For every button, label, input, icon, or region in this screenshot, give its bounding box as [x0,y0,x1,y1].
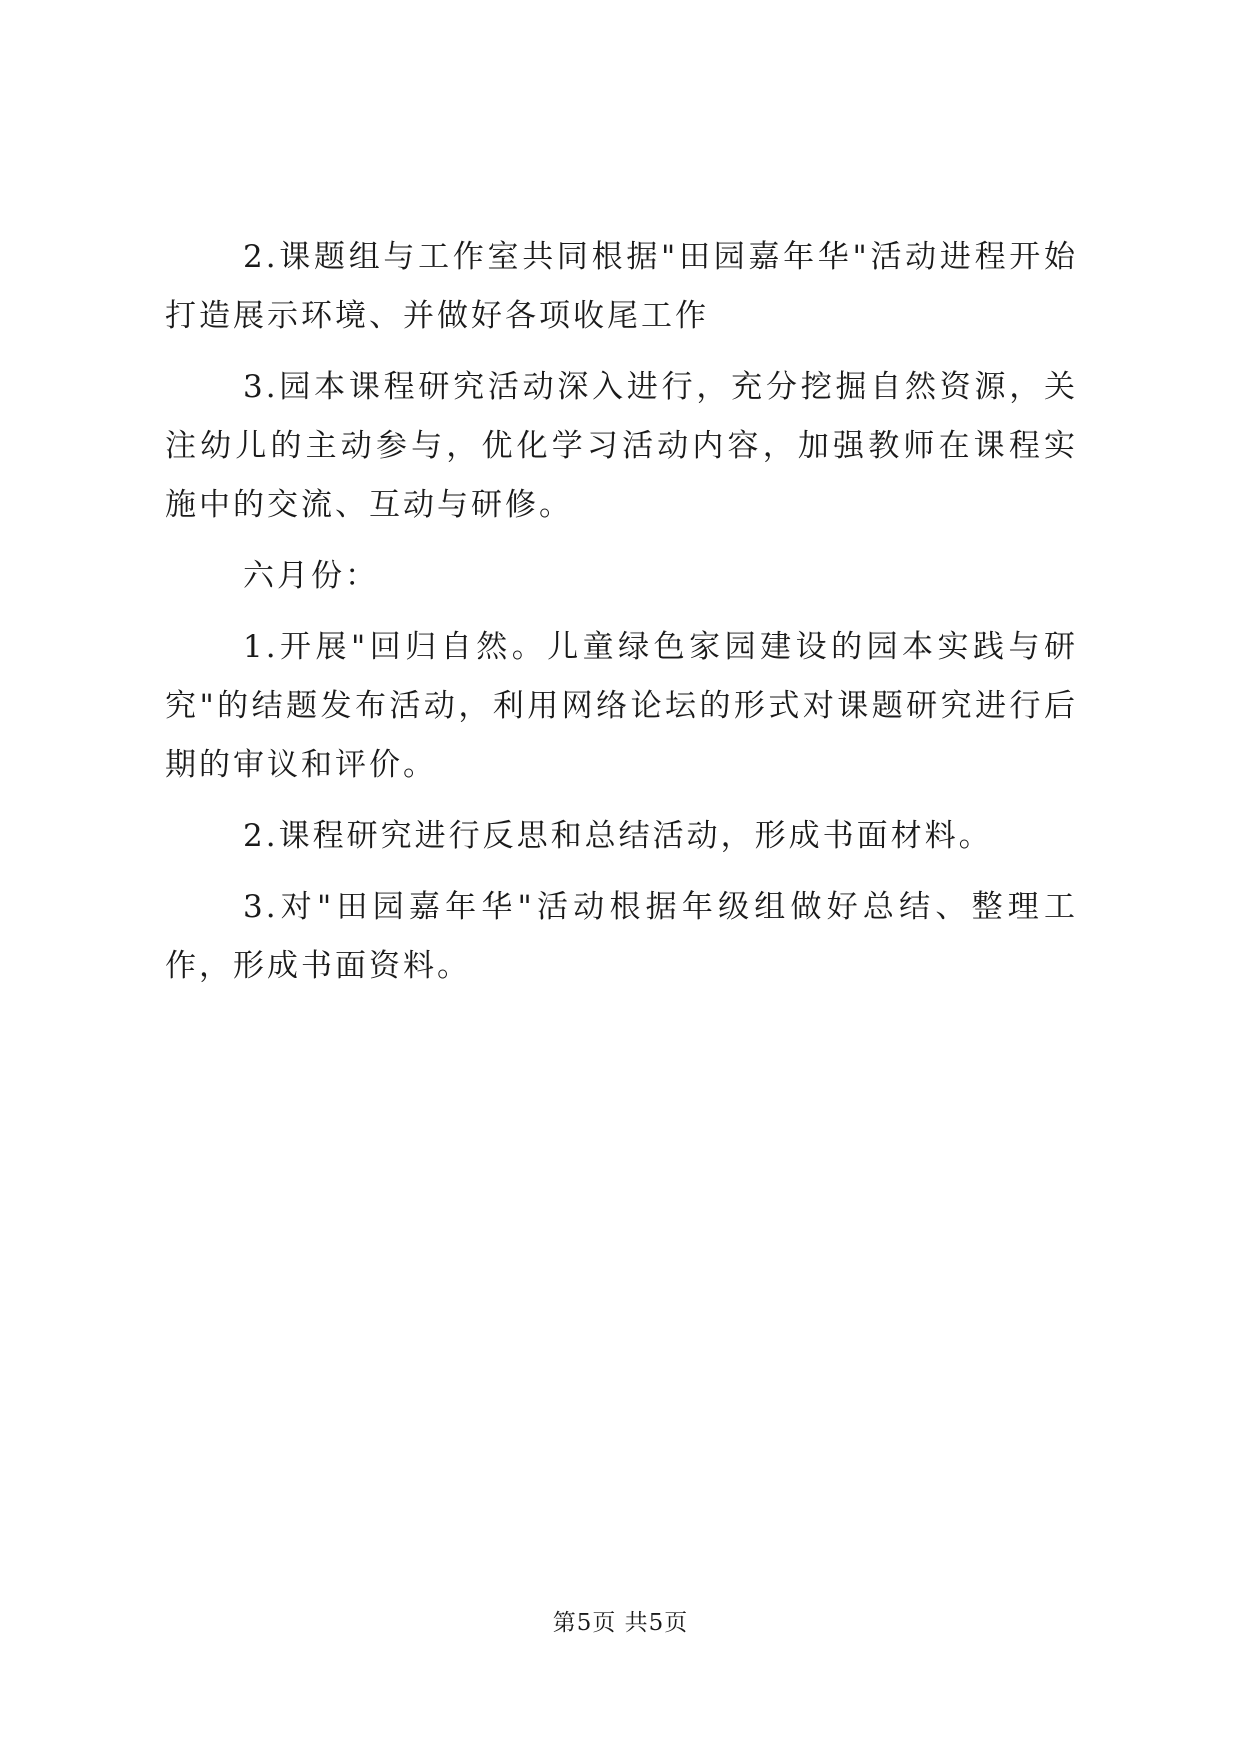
paragraph-june-item-1: 1.开展"回归自然。儿童绿色家园建设的园本实践与研究"的结题发布活动，利用网络论坛的形式对课题研究进行后期的审议和评价。 [165,629,1078,783]
document-body [165,228,1078,996]
paragraph-item-3: 3.园本课程研究活动深入进行，充分挖掘自然资源，关注幼儿的主动参与，优化学习活动内容，加强教师在课程实施中的交流、互动与研修。 [165,369,1078,523]
paragraph-june-item-2: 2.课程研究进行反思和总结活动，形成书面材料。 [243,818,993,854]
paragraph-item-2: 2.课题组与工作室共同根据"田园嘉年华"活动进程开始打造展示环境、并做好各项收尾工作 [165,239,1078,334]
section-heading-june: 六月份： [243,558,379,594]
paragraph-june-item-3: 3.对"田园嘉年华"活动根据年级组做好总结、整理工作，形成书面资料。 [165,889,1078,984]
page-number-footer: 第5页 共5页 [552,1610,689,1636]
